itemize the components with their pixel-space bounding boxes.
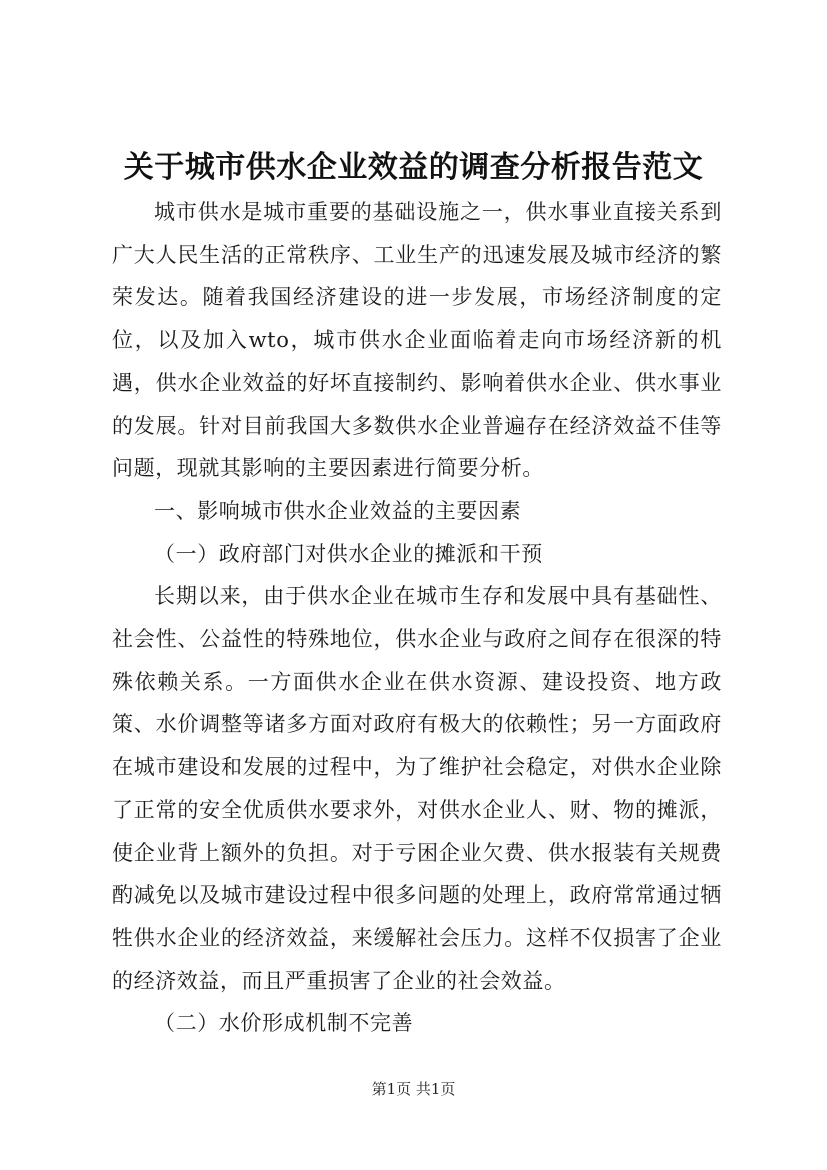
paragraph-intro: 城市供水是城市重要的基础设施之一，供水事业直接关系到广大人民生活的正常秩序、工业生产的迅速发展及城市经济的繁荣发达。随着我国经济建设的进一步发展，市场经济制度的定位，以及加入wto，城市供水企业面临着走向市场经济新的机遇，供水企业效益的好坏直接制约、影响着供水企业、供水事业的发展。针对目前我国大多数供水企业普遍存在经济效益不佳等问题，现就其影响的主要因素进行简要分析。 <box>112 200 722 481</box>
document-body <box>112 191 722 1045</box>
subsection-heading-1: （一）政府部门对供水企业的摊派和干预 <box>154 541 543 566</box>
paragraph-government: 长期以来，由于供水企业在城市生存和发展中具有基础性、社会性、公益性的特殊地位，供水企业与政府之间存在很深的特殊依赖关系。一方面供水企业在供水资源、建设投资、地方政策、水价调整等诸多方面对政府有极大的依赖性；另一方面政府在城市建设和发展的过程中，为了维护社会稳定，对供水企业除了正常的安全优质供水要求外，对供水企业人、财、物的摊派，使企业背上额外的负担。对于亏困企业欠费、供水报装有关规费酌减免以及城市建设过程中很多问题的处理上，政府常常通过牺牲供水企业的经济效益，来缓解社会压力。这样不仅损害了企业的经济效益，而且严重损害了企业的社会效益。 <box>112 584 722 993</box>
page-footer: 第1页 共1页 <box>371 1080 456 1098</box>
section-heading-1: 一、影响城市供水企业效益的主要因素 <box>154 498 522 523</box>
document-title: 关于城市供水企业效益的调查分析报告范文 <box>123 150 704 185</box>
subsection-heading-2: （二）水价形成机制不完善 <box>154 1011 414 1036</box>
